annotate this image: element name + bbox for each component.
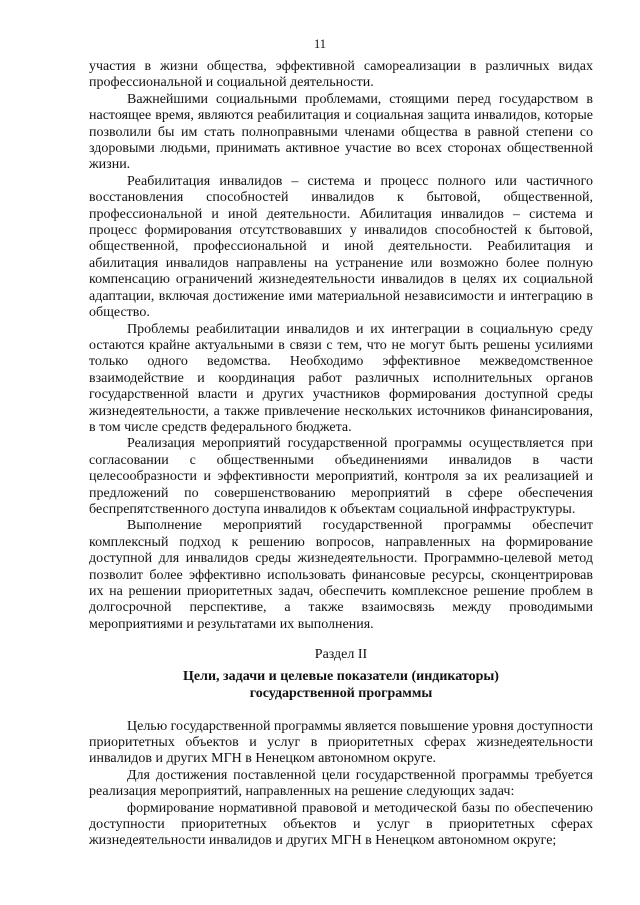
section-title	[89, 668, 593, 702]
page-number: 11	[313, 37, 327, 51]
paragraph: Целью государственной программы является повышение уровня доступности приоритетных объектов и услуг в приоритетных сферах жизнедеятельности инвалидов и других МГН в Ненецком автономном округе.	[89, 718, 593, 767]
paragraph: Реабилитация инвалидов – система и процесс полного или частичного восстановления способностей инвалидов к бытовой, общественной, профессиональной и иной деятельности. Абилитация инвалидов – система и процесс формирования отсутствовавших у инвалидов способностей к бытовой, общественной, профессиональной и иной деятельности. Реабилитация и абилитация инвалидов направлены на устранение или возможно более полную компенсацию ограничений жизнедеятельности инвалидов в целях их социальной адаптации, включая достижение ими материальной независимости и интеграцию в общество.	[89, 173, 593, 321]
paragraph: Для достижения поставленной цели государственной программы требуется реализация мероприятий, направленных на решение следующих задач:	[89, 767, 593, 800]
paragraph: Проблемы реабилитации инвалидов и их интеграции в социальную среду остаются крайне актуальными в связи с тем, что не могут быть решены усилиями только одного ведомства. Необходимо эффективное межведомственное взаимодействие и координация работ различных исполнительных органов государственной власти и других участников формирования доступной среды жизнедеятельности, а также привлечение нескольких источников финансирования, в том числе средств федерального бюджета.	[89, 321, 593, 435]
section-label: Раздел II	[314, 647, 368, 663]
section-title-line: государственной программы	[249, 685, 433, 701]
paragraph: формирование нормативной правовой и методической базы по обеспечению доступности приоритетных объектов и услуг в приоритетных сферах жизнедеятельности инвалидов и других МГН в Ненецком автономном округе;	[89, 800, 593, 849]
paragraph: участия в жизни общества, эффективной самореализации в различных видах профессиональной и социальной деятельности.	[89, 59, 593, 91]
paragraph: Важнейшими социальными проблемами, стоящими перед государством в настоящее время, являются реабилитация и социальная защита инвалидов, которые позволили бы им стать полноправными членами общества в равной степени со здоровыми людьми, принимать активное участие во всех сторонах общественной жизни.	[89, 91, 593, 173]
document-body	[89, 59, 593, 850]
section-title-line: Цели, задачи и целевые показатели (индикаторы)	[183, 668, 499, 684]
spacer	[89, 702, 593, 719]
paragraph: Реализация мероприятий государственной программы осуществляется при согласовании с общественными объединениями инвалидов в части целесообразности и эффективности мероприятий, контроля за их реализацией и предложений по совершенствованию мероприятий в сфере обеспечения беспрепятственного доступа инвалидов к объектам социальной инфраструктуры.	[89, 436, 593, 517]
paragraph: Выполнение мероприятий государственной программы обеспечит комплексный подход к решению вопросов, направленных на формирование доступной для инвалидов среды жизнедеятельности. Программно-целевой метод позволит более эффективно использовать финансовые ресурсы, сконцентрировав их на решении приоритетных задач, обеспечить комплексное решение проблем в долгосрочной перспективе, а также взаимосвязь между проводимыми мероприятиями и результатами их выполнения.	[89, 518, 593, 632]
